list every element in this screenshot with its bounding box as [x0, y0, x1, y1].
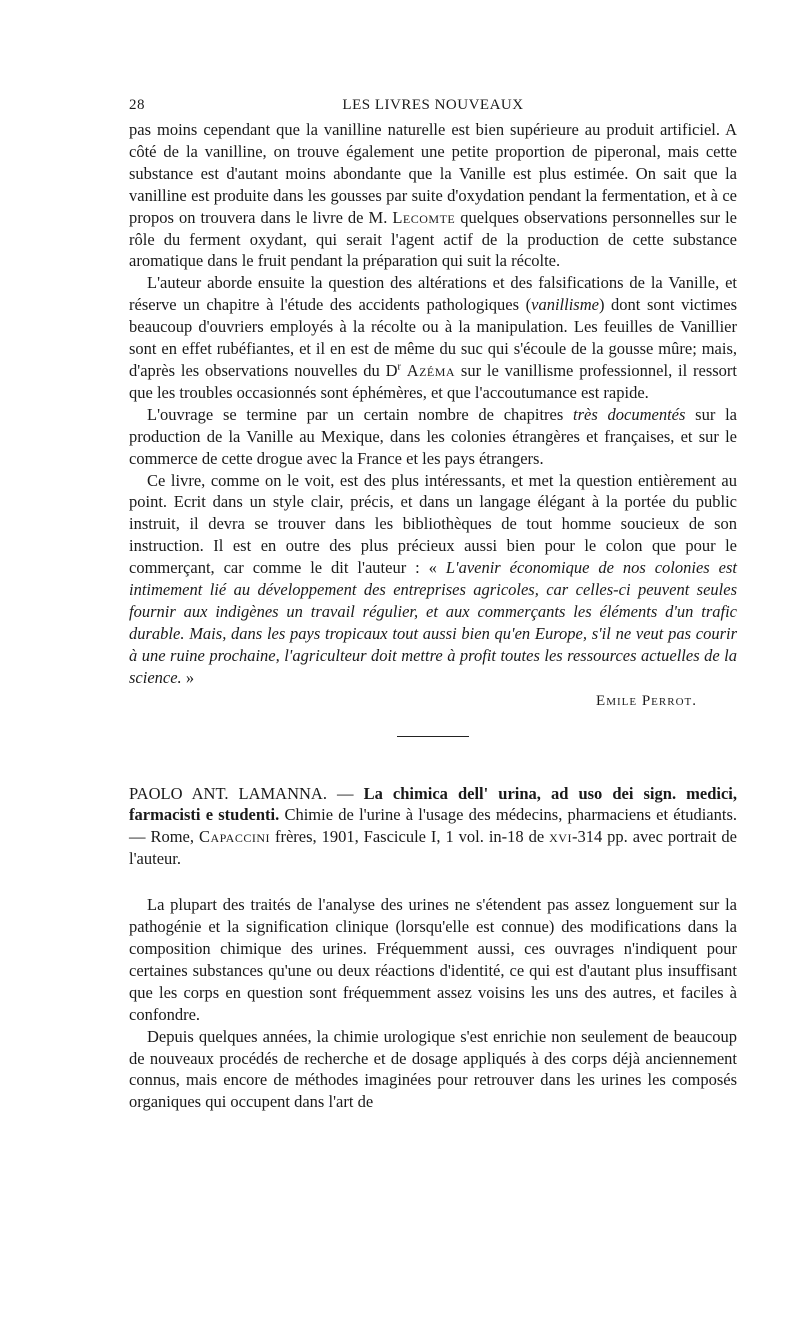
page-count-roman: xvi: [549, 827, 572, 847]
paragraph: L'ouvrage se termine par un certain nombre de chapitres très documentés sur la production de la Vanille au Mexique, dans les colonies étrangères et françaises, et sur le commerce de cette drogue avec la France et les pays étrangers.: [129, 404, 737, 468]
book-title: La chimica dell' urina, ad uso dei sign. medici, farmacisti e studenti.: [129, 783, 737, 825]
author-name: Azéma: [406, 360, 456, 380]
review-lamanna: [129, 783, 737, 1114]
running-head: [129, 97, 737, 119]
quotation: L'avenir économique de nos colonies est intimement lié au développement des entreprises agricoles, car celles-ci peuvent seules fournir aux indigènes un travail régulier, et aux commerçants les éléments d'un trafic durable. Mais, dans les pays tropicaux tout aussi bien qu'en Europe, s'il ne veut pas courir à une ruine prochaine, l'agriculteur doit mettre à profit toutes les ressources actuelles de la science.: [129, 558, 737, 687]
signature: Emile Perrot.: [596, 692, 697, 709]
italic-term: vanillisme: [531, 295, 599, 315]
page: [129, 97, 737, 1113]
page-number: 28: [129, 97, 145, 113]
paragraph: La plupart des traités de l'analyse des urines ne s'étendent pas assez longuement sur la pathogénie et la signification clinique (lorsqu'elle est connue) des modifications dans la composition chimique des urines. Fréquemment aussi, ces ouvrages n'indiquent pour certaines substances qu'une ou deux réactions d'identité, ce qui est d'autant plus insuffisant que les corps en question sont fréquemment assez voisins les uns des autres, et faciles à confondre.: [129, 895, 737, 1024]
publisher: Capaccini: [198, 827, 271, 847]
superscript: r: [397, 361, 401, 373]
paragraph: Ce livre, comme on le voit, est des plus intéressants, et met la question entièrement au point. Ecrit dans un style clair, précis, et dans un langage élégant à la portée du public instruit, il devra se trouver dans les bibliothèques de tout homme soucieux de son instruction. Il est en outre des plus précieux aussi bien pour le colon que pour le commerçant, car comme le dit l'auteur : « L'avenir économique de nos colonies est intimement lié au développement des entreprises agricoles, car celles-ci peuvent seules fournir aux indigènes un travail régulier, et aux commerçants les éléments d'un trafic durable. Mais, dans les pays tropicaux tout aussi bien qu'en Europe, s'il ne veut pas courir à une ruine prochaine, l'agriculteur doit mettre à profit toutes les ressources actuelles de la science. »: [129, 470, 737, 687]
paragraph: Depuis quelques années, la chimie urologique s'est enrichie non seulement de beaucoup de nouveaux procédés de recherche et de dosage appliqués à des corps déjà anciennement connus, mais encore de méthodes imaginées pour retrouver dans les urines les composés organiques qui occupent dans l'art de: [129, 1026, 737, 1112]
author: PAOLO ANT. LAMANNA. —: [129, 783, 364, 803]
paragraph: pas moins cependant que la vanilline naturelle est bien supérieure au produit artificiel. A côté de la vanilline, on trouve également une petite proportion de piperonal, mais cette substance est d'autant moins abondante que la Vanille est plus estimée. On sait que la vanilline est produite dans les gousses par suite d'oxydation pendant la fermentation, et à ce propos on trouvera dans le livre de M. Lecomte quelques observations personnelles sur le rôle du ferment oxydant, qui serait l'agent actif de la production de cette substance aromatique dans le fruit pendant la préparation qui suit la récolte.: [129, 120, 737, 271]
bibliographic-entry: PAOLO ANT. LAMANNA. — La chimica dell' urina, ad uso dei sign. medici, farmacisti e studenti. Chimie de l'urine à l'usage des médecins, pharmaciens et étudiants. — Rome, Capaccini frères, 1901, Fascicule I, 1 vol. in-18 de xvi-314 pp. avec portrait de l'auteur.: [129, 783, 737, 869]
paragraph: L'auteur aborde ensuite la question des altérations et des falsifications de la Vanille, et réserve un chapitre à l'étude des accidents pathologiques (vanillisme) dont sont victimes beaucoup d'ouvriers employés à la récolte ou à la manipulation. Les feuilles de Vanillier sont en effet rubéfiantes, et il en est de même du suc qui s'écoule de la gousse mûre; mais, d'après les observations nouvelles du $D^r$ Azéma sur le vanillisme professionnel, il ressort que les troubles occasionnés sont éphémères, et que l'accoutumance est rapide.: [129, 273, 738, 402]
author-name: Lecomte: [392, 207, 456, 227]
section-divider: [397, 736, 469, 737]
review-vanille: [129, 119, 737, 710]
running-head-title: LES LIVRES NOUVEAUX: [342, 97, 524, 113]
italic-term: très documentés: [573, 404, 686, 424]
